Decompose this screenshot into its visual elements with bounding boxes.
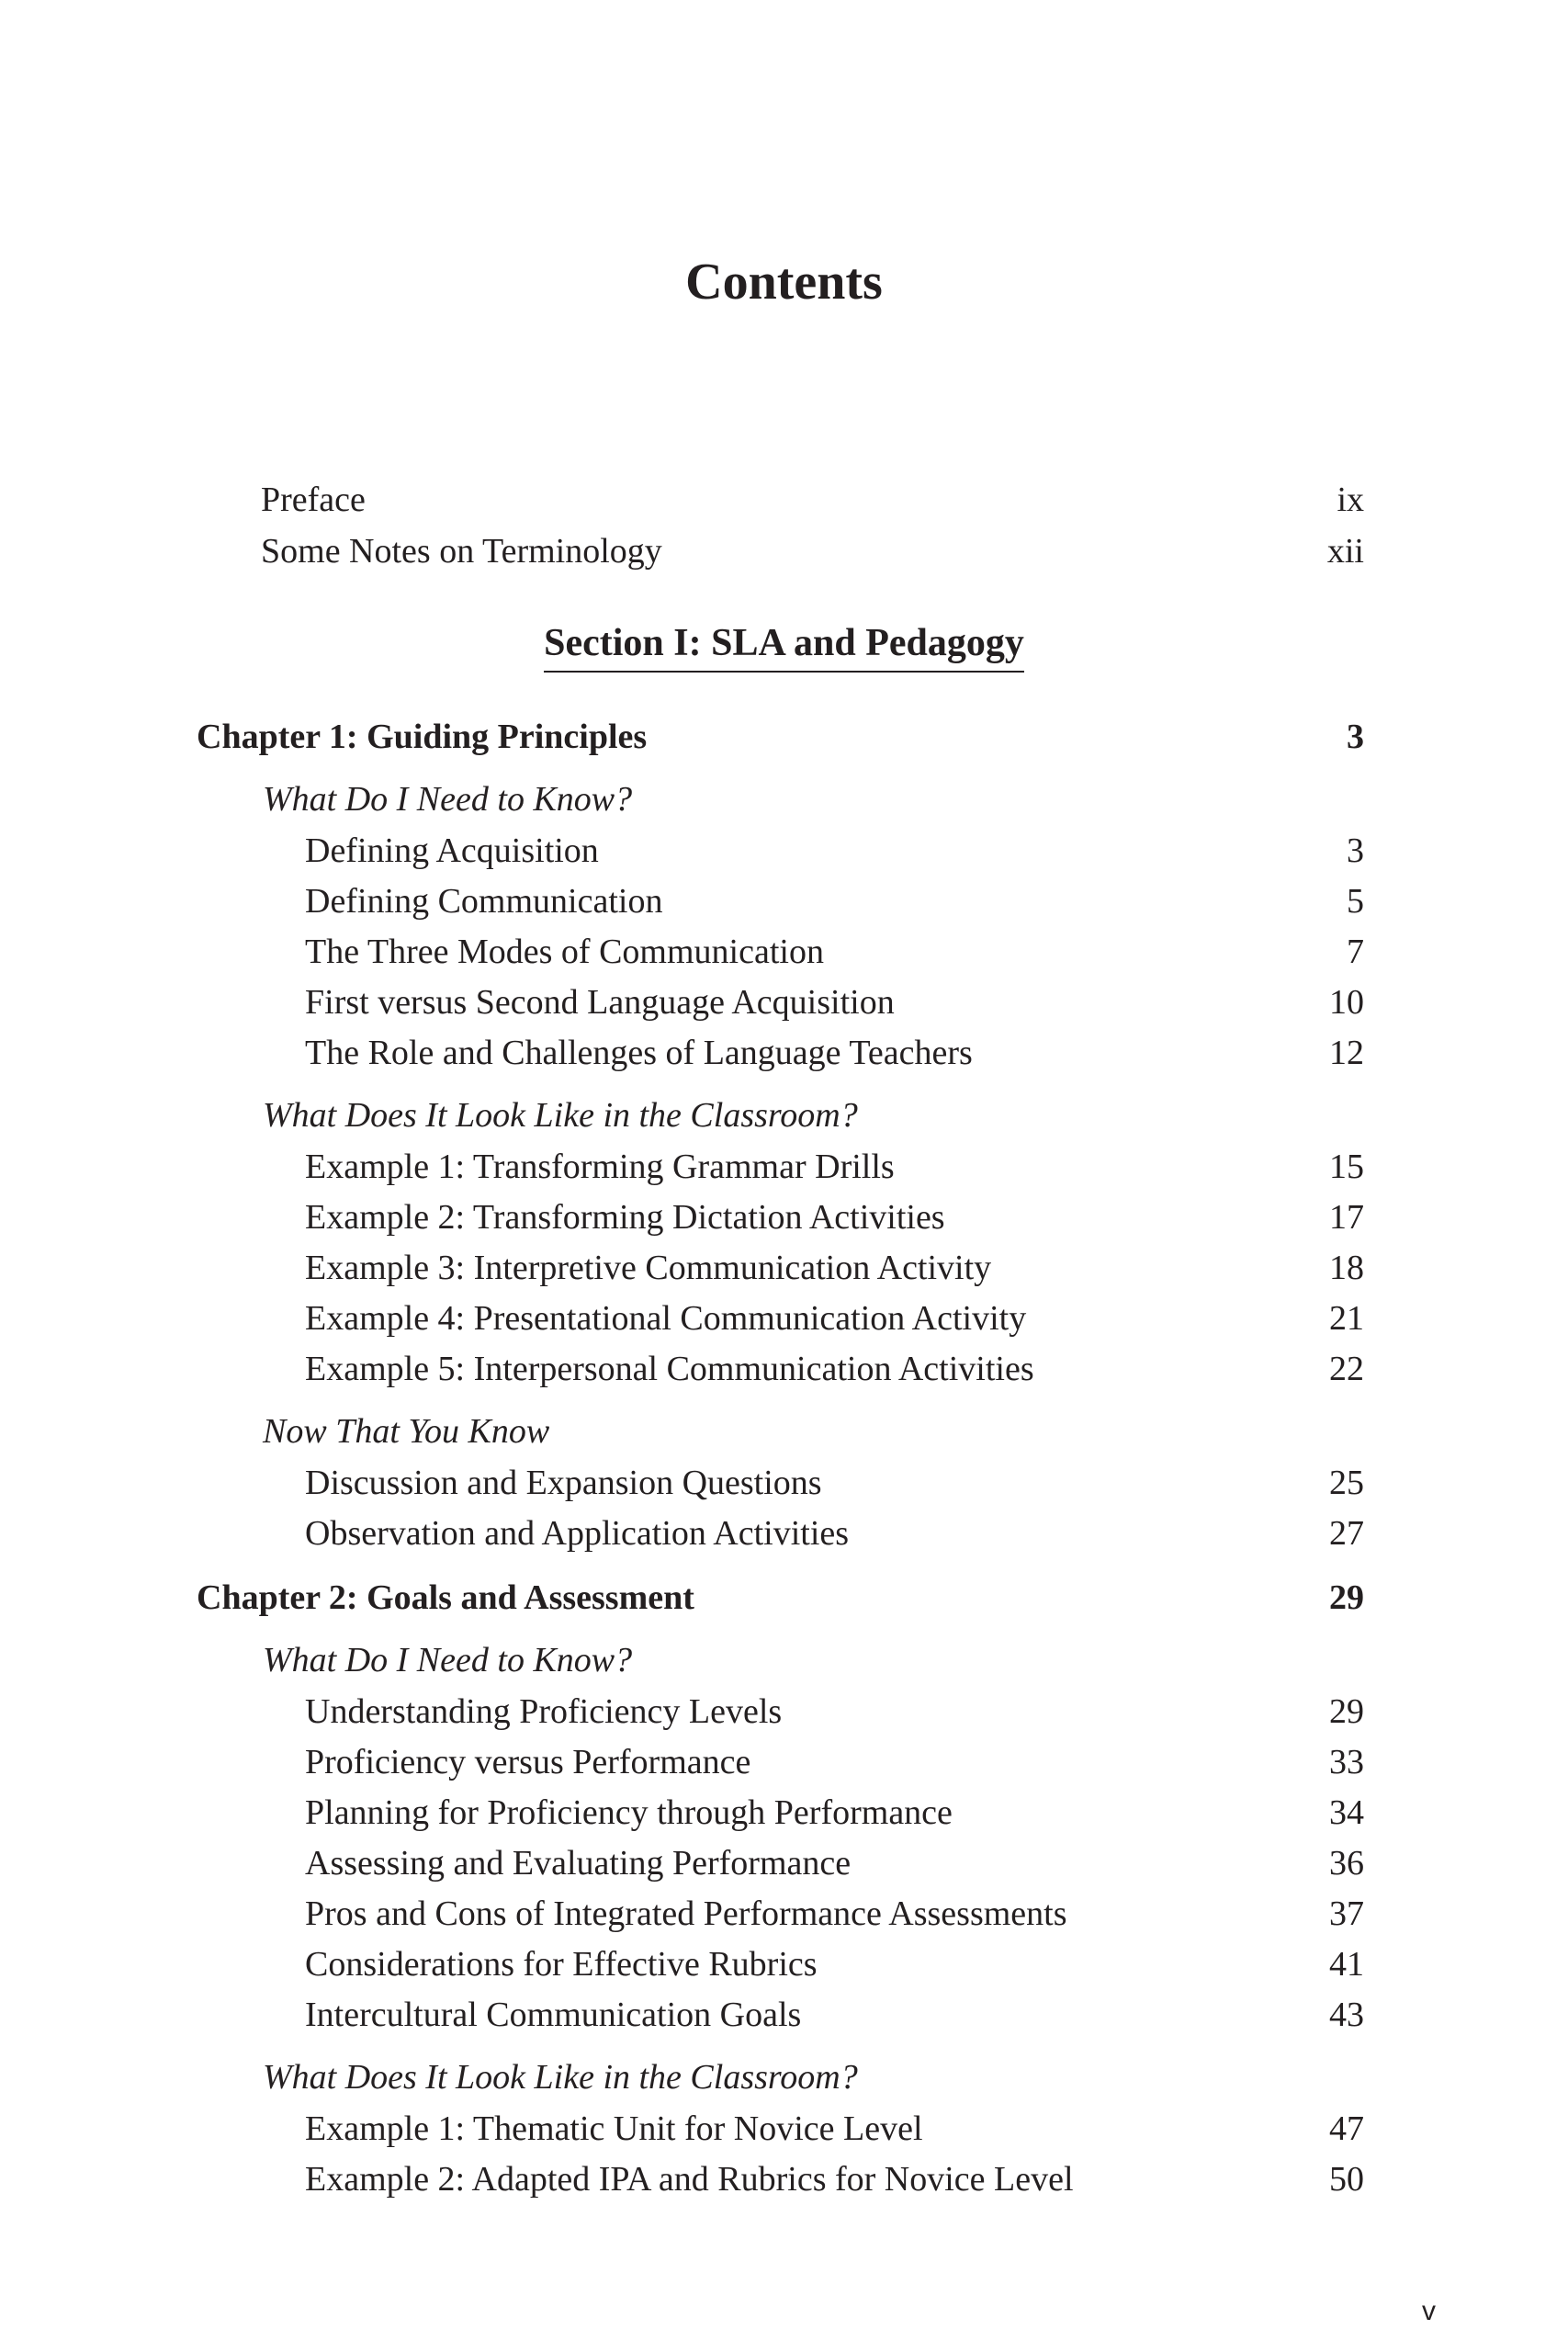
entry-page: 33 — [1329, 1743, 1364, 1781]
entry-label: Defining Acquisition — [305, 831, 599, 870]
toc-entry[interactable] — [0, 1293, 1568, 1344]
entry-page: 41 — [1329, 1945, 1364, 1984]
entry-page: 5 — [1347, 882, 1364, 921]
entry-label: Example 2: Adapted IPA and Rubrics for Novice Level — [305, 2160, 1074, 2199]
entry-label: Understanding Proficiency Levels — [305, 1692, 783, 1731]
entry-label: Proficiency versus Performance — [305, 1743, 751, 1781]
toc-entry[interactable] — [0, 926, 1568, 978]
toc-entry[interactable] — [0, 2154, 1568, 2205]
toc-entry-terminology[interactable] — [0, 526, 1568, 577]
entry-page: xii — [1326, 532, 1364, 571]
toc-entry[interactable] — [0, 1787, 1568, 1838]
toc-chapter-2[interactable] — [0, 1572, 1568, 1623]
entry-label: Defining Communication — [305, 882, 663, 921]
chapter-title: Chapter 2: Goals and Assessment — [197, 1578, 694, 1617]
entry-page: 27 — [1329, 1514, 1364, 1553]
entry-label: Example 1: Transforming Grammar Drills — [305, 1148, 895, 1186]
entry-page: 15 — [1329, 1148, 1364, 1186]
subheading-label: What Do I Need to Know? — [263, 1641, 633, 1679]
toc-entry[interactable] — [0, 1686, 1568, 1737]
entry-page: 21 — [1329, 1299, 1364, 1338]
section-heading — [0, 617, 1568, 673]
toc-entry[interactable] — [0, 825, 1568, 876]
toc-subheading — [0, 2052, 1568, 2103]
entry-page: 7 — [1347, 933, 1364, 971]
toc-entry[interactable] — [0, 1939, 1568, 1990]
entry-page: 25 — [1329, 1464, 1364, 1502]
entry-page: 43 — [1329, 1996, 1364, 2034]
entry-page: ix — [1337, 481, 1364, 519]
section-title: Section I: SLA and Pedagogy — [544, 617, 1024, 673]
entry-page: 34 — [1329, 1793, 1364, 1832]
toc-entry-preface[interactable] — [0, 474, 1568, 526]
entry-label: Example 3: Interpretive Communication Activity — [305, 1249, 992, 1287]
entry-page: 12 — [1329, 1034, 1364, 1072]
entry-label: Observation and Application Activities — [305, 1514, 850, 1553]
entry-page: 50 — [1329, 2160, 1364, 2199]
subheading-label: What Do I Need to Know? — [263, 780, 633, 819]
entry-label: Intercultural Communication Goals — [305, 1996, 802, 2034]
toc-entry[interactable] — [0, 1508, 1568, 1559]
chapter-page: 29 — [1329, 1578, 1364, 1617]
entry-label: The Three Modes of Communication — [305, 933, 824, 971]
entry-page: 3 — [1347, 831, 1364, 870]
entry-label: The Role and Challenges of Language Teachers — [305, 1034, 973, 1072]
page-title: Contents — [685, 254, 883, 311]
subheading-label: Now That You Know — [263, 1412, 550, 1451]
entry-label: Some Notes on Terminology — [261, 532, 662, 571]
toc-entry[interactable] — [0, 1343, 1568, 1395]
subheading-label: What Does It Look Like in the Classroom? — [263, 2058, 858, 2097]
entry-label: Example 1: Thematic Unit for Novice Level — [305, 2109, 923, 2148]
entry-page: 22 — [1329, 1350, 1364, 1388]
toc-entry[interactable] — [0, 1457, 1568, 1509]
toc-entry[interactable] — [0, 2103, 1568, 2154]
toc-chapter-1[interactable] — [0, 711, 1568, 763]
toc-subheading — [0, 1406, 1568, 1457]
entry-page: 47 — [1329, 2109, 1364, 2148]
entry-page: 18 — [1329, 1249, 1364, 1287]
toc-entry[interactable] — [0, 1242, 1568, 1294]
toc-entry[interactable] — [0, 1989, 1568, 2041]
toc-subheading — [0, 1634, 1568, 1686]
page-number: v — [1422, 2296, 1436, 2326]
entry-label: Pros and Cons of Integrated Performance Assessments — [305, 1894, 1067, 1933]
chapter-title: Chapter 1: Guiding Principles — [197, 718, 648, 756]
entry-label: Preface — [261, 481, 366, 519]
toc-entry[interactable] — [0, 1736, 1568, 1788]
toc-entry[interactable] — [0, 876, 1568, 927]
entry-label: Discussion and Expansion Questions — [305, 1464, 822, 1502]
entry-label: Example 5: Interpersonal Communication Activities — [305, 1350, 1034, 1388]
entry-page: 37 — [1329, 1894, 1364, 1933]
toc-entry[interactable] — [0, 1838, 1568, 1889]
toc-subheading — [0, 1090, 1568, 1141]
entry-page: 29 — [1329, 1692, 1364, 1731]
entry-label: Planning for Proficiency through Performance — [305, 1793, 953, 1832]
entry-page: 10 — [1329, 983, 1364, 1022]
toc-entry[interactable] — [0, 1192, 1568, 1243]
entry-page: 36 — [1329, 1844, 1364, 1883]
entry-label: Example 4: Presentational Communication Activity — [305, 1299, 1027, 1338]
subheading-label: What Does It Look Like in the Classroom? — [263, 1096, 858, 1135]
entry-label: Example 2: Transforming Dictation Activities — [305, 1198, 945, 1237]
entry-label: Considerations for Effective Rubrics — [305, 1945, 818, 1984]
entry-label: First versus Second Language Acquisition — [305, 983, 895, 1022]
chapter-page: 3 — [1347, 718, 1364, 756]
entry-page: 17 — [1329, 1198, 1364, 1237]
toc-entry[interactable] — [0, 1141, 1568, 1193]
toc-subheading — [0, 774, 1568, 825]
entry-label: Assessing and Evaluating Performance — [305, 1844, 852, 1883]
toc-entry[interactable] — [0, 1888, 1568, 1939]
toc-entry[interactable] — [0, 1027, 1568, 1079]
toc-entry[interactable] — [0, 977, 1568, 1028]
